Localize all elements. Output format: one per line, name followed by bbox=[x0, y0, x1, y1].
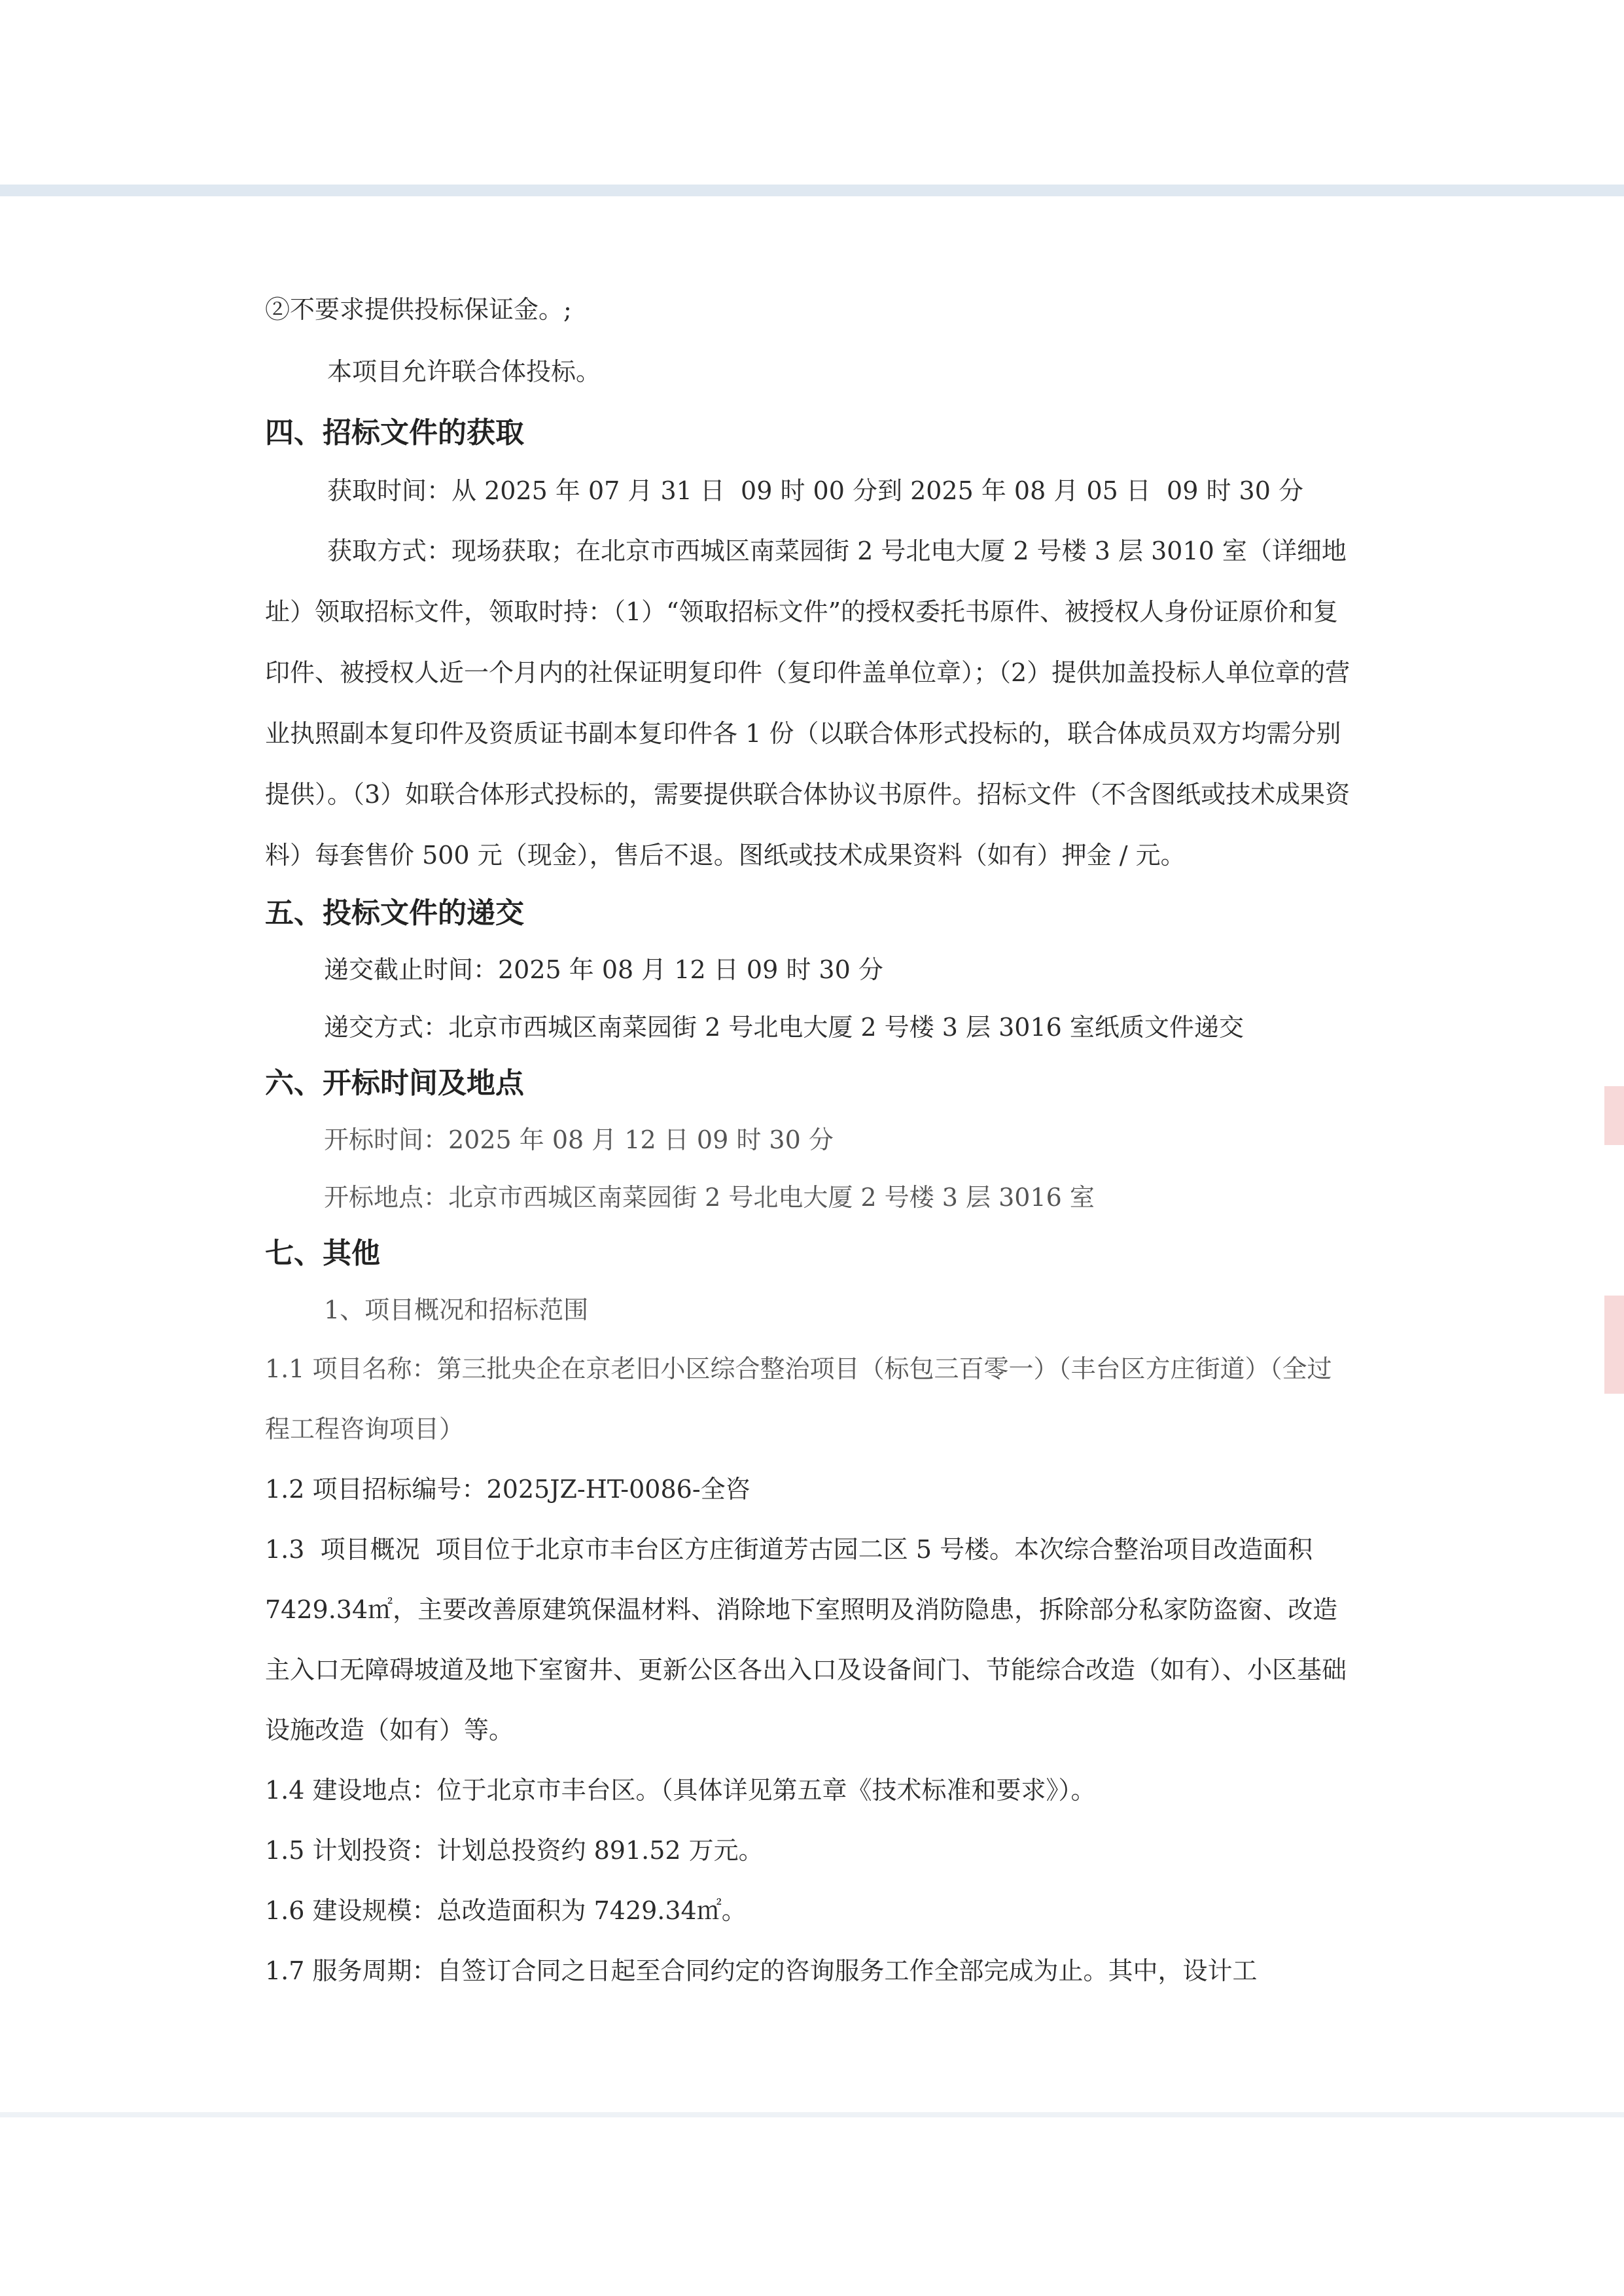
section5-deadline: 递交截止时间：2025 年 08 月 12 日 09 时 30 分 bbox=[324, 955, 883, 984]
section6-time: 开标时间：2025 年 08 月 12 日 09 时 30 分 bbox=[324, 1125, 834, 1154]
scan-band-bottom bbox=[0, 2112, 1624, 2117]
item-1-5: 1.5 计划投资：计划总投资约 891.52 万元。 bbox=[265, 1836, 764, 1865]
section5-method: 递交方式：北京市西城区南菜园街 2 号北电大厦 2 号楼 3 层 3016 室纸质文件递交 bbox=[324, 1013, 1244, 1042]
item-1-1: 1.1 项目名称：第三批央企在京老旧小区综合整治项目（标包三百零一）（丰台区方庄街道）（全过程工程咨询项目） bbox=[265, 1354, 1332, 1443]
section5-heading: 五、投标文件的递交 bbox=[265, 896, 524, 930]
section4-heading: 四、招标文件的获取 bbox=[265, 416, 524, 450]
section6-heading: 六、开标时间及地点 bbox=[265, 1067, 524, 1100]
seal-fragment-1 bbox=[1604, 1086, 1624, 1145]
section7-heading: 七、其他 bbox=[265, 1237, 380, 1270]
item-1-7: 1.7 服务周期：自签订合同之日起至合同约定的咨询服务工作全部完成为止。其中，设计工 bbox=[265, 1956, 1258, 1985]
section4-method: 获取方式：现场获取；在北京市西城区南菜园街 2 号北电大厦 2 号楼 3 层 3010 室（详细地址）领取招标文件，领取时持：（1）“领取招标文件”的授权委托书原件、被授权人身份证原价和复印件、被授权人近一个月内的社保证明复印件（复印件盖单位章）；（2）提供加盖投标人单位章的营业执照副本复印件及资质证书副本复印件各 1 份（以联合体形式投标的，联合体成员双方均需分别提供）。（3）如联合体形式投标的，需要提供联合体协议书原件。招标文件（不含图纸或技术成果资料）每套售价 500 元（现金），售后不退。图纸或技术成果资料（如有）押金 / 元。 bbox=[265, 537, 1350, 870]
item-1-2: 1.2 项目招标编号：2025JZ-HT-0086-全咨 bbox=[265, 1475, 750, 1504]
section7-sub1: 1、项目概况和招标范围 bbox=[324, 1296, 589, 1324]
item-1-3: 1.3 项目概况 项目位于北京市丰台区方庄街道芳古园二区 5 号楼。本次综合整治项目改造面积 7429.34㎡，主要改善原建筑保温材料、消除地下室照明及消防隐患，拆除部分私家防盗窗、改造主入口无障碍坡道及地下室窗井、更新公区各出入口及设备间门、节能综合改造（如有）、小区基础设施改造（如有）等。 bbox=[265, 1535, 1347, 1744]
section6-place: 开标地点：北京市西城区南菜园街 2 号北电大厦 2 号楼 3 层 3016 室 bbox=[324, 1183, 1095, 1212]
consortium-note: 本项目允许联合体投标。 bbox=[327, 357, 601, 386]
item-1-4: 1.4 建设地点：位于北京市丰台区。（具体详见第五章《技术标准和要求》）。 bbox=[265, 1776, 1096, 1805]
document-body bbox=[265, 281, 1354, 2001]
scan-band-top bbox=[0, 185, 1624, 196]
seal-fragment-2 bbox=[1604, 1296, 1624, 1394]
bid-bond-note: ②不要求提供投标保证金。; bbox=[265, 295, 572, 324]
section4-time: 获取时间：从 2025 年 07 月 31 日 09 时 00 分到 2025 年 08 月 05 日 09 时 30 分 bbox=[327, 476, 1303, 505]
item-1-6: 1.6 建设规模：总改造面积为 7429.34㎡。 bbox=[265, 1896, 747, 1925]
